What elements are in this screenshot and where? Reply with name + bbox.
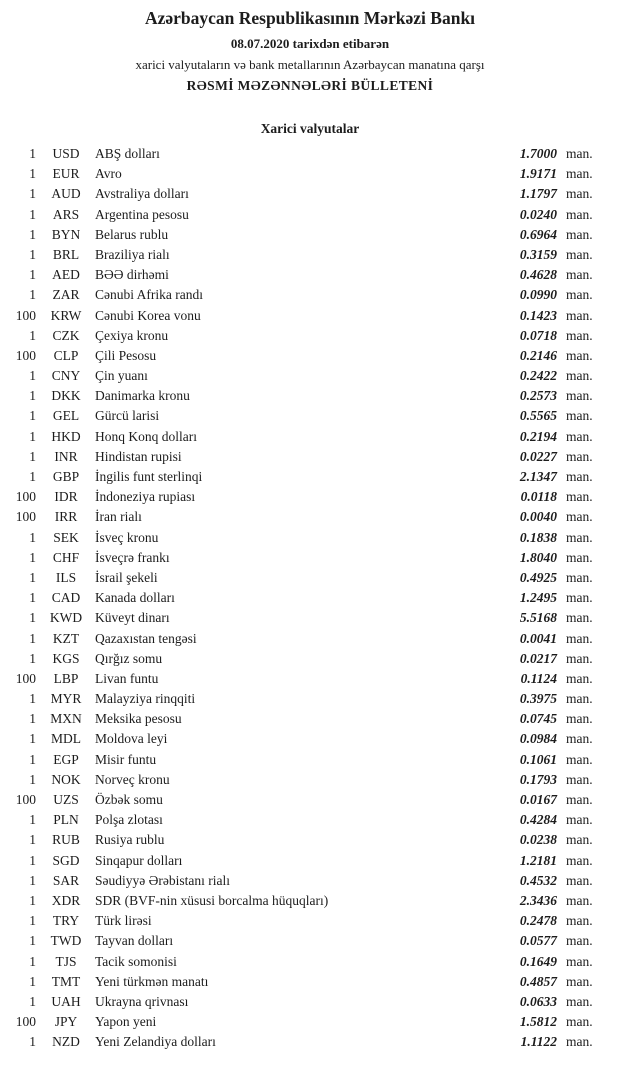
exchange-rate: 0.0217 (519, 650, 557, 666)
table-row (8, 368, 604, 388)
unit-label: man. (566, 691, 593, 707)
quantity: 1 (29, 287, 36, 303)
quantity: 1 (29, 892, 36, 908)
quantity: 100 (15, 670, 36, 686)
currency-name: Yeni türkmən manatı (95, 973, 209, 989)
table-row (8, 166, 604, 186)
quantity: 1 (29, 408, 36, 424)
currency-code: TWD (50, 933, 82, 949)
unit-label: man. (566, 448, 593, 464)
unit-label: man. (566, 751, 593, 767)
currency-name: Yapon yeni (95, 1014, 157, 1030)
unit-label: man. (566, 792, 593, 807)
table-row (8, 1034, 604, 1054)
currency-code: AUD (51, 186, 81, 202)
unit-label: man. (566, 206, 593, 222)
table-row (8, 994, 604, 1014)
unit-label: man. (566, 1034, 593, 1050)
currency-code: BYN (51, 226, 81, 242)
currency-code: CLP (53, 347, 79, 363)
exchange-rate: 0.2478 (519, 913, 557, 929)
currency-name: Sinqapur dolları (95, 852, 183, 868)
exchange-rate: 0.6964 (519, 226, 557, 242)
quantity: 1 (29, 246, 36, 262)
bulletin-title: RƏSMİ MƏZƏNNƏLƏRİ BÜLLETENİ (186, 78, 434, 93)
currency-code: EUR (52, 166, 80, 182)
currency-name: Honq Konq dolları (95, 428, 197, 444)
currency-name: Səudiyyə Ərəbistanı rialı (95, 872, 230, 888)
unit-label: man. (566, 630, 593, 646)
currency-code: MXN (50, 711, 82, 727)
currency-code: TRY (52, 913, 80, 929)
currency-name: İsrail şekeli (95, 569, 158, 585)
unit-label: man. (566, 892, 593, 908)
exchange-rate: 0.2194 (519, 428, 557, 444)
quantity: 1 (29, 751, 36, 767)
table-row (8, 772, 604, 792)
exchange-rate: 0.4925 (519, 569, 557, 585)
currency-code: BRL (52, 246, 80, 262)
currency-name: Çin yuanı (95, 368, 148, 384)
exchange-rate: 5.5168 (519, 610, 557, 626)
exchange-rate: 0.0745 (519, 711, 557, 727)
unit-label: man. (566, 186, 593, 202)
table-row (8, 752, 604, 772)
table-row (8, 429, 604, 449)
currency-code: SGD (52, 852, 80, 868)
quantity: 1 (29, 368, 36, 384)
exchange-rate: 0.0040 (519, 509, 557, 525)
currency-name: Tayvan dolları (95, 933, 174, 949)
currency-name: Danimarka kronu (95, 388, 190, 404)
currency-name: Özbək somu (95, 792, 163, 807)
exchange-rate: 0.0990 (519, 287, 557, 303)
table-row (8, 651, 604, 671)
unit-label: man. (566, 388, 593, 404)
table-row (8, 348, 604, 368)
currency-name: Argentina pesosu (95, 206, 189, 222)
table-row (8, 186, 604, 206)
exchange-rate: 0.5565 (519, 408, 557, 424)
quantity: 1 (29, 872, 36, 888)
quantity: 1 (29, 973, 36, 989)
currency-code: ILS (55, 569, 77, 585)
table-row (8, 853, 604, 873)
table-row (8, 469, 604, 489)
currency-name: Kanada dolları (95, 590, 175, 606)
currency-name: Rusiya rublu (95, 832, 165, 848)
table-row (8, 530, 604, 550)
quantity: 100 (15, 307, 36, 323)
exchange-rate: 0.1423 (519, 307, 557, 323)
currency-code: NOK (51, 771, 81, 787)
currency-code: DKK (51, 388, 81, 404)
table-row (8, 792, 604, 812)
table-row (8, 832, 604, 852)
unit-label: man. (566, 368, 593, 384)
table-row (8, 207, 604, 227)
currency-name: İran rialı (95, 509, 142, 525)
currency-code: AED (52, 267, 80, 283)
currency-code: HKD (51, 428, 81, 444)
exchange-rate: 0.4284 (519, 812, 557, 828)
quantity: 1 (29, 569, 36, 585)
exchange-rate: 0.2146 (519, 347, 557, 363)
currency-name: Qazaxıstan tengəsi (95, 630, 197, 646)
exchange-rate: 0.1838 (519, 529, 557, 545)
exchange-rate: 1.2495 (519, 590, 557, 606)
currency-name: Livan funtu (95, 670, 159, 686)
unit-label: man. (566, 287, 593, 303)
unit-label: man. (566, 1014, 593, 1030)
table-row (8, 449, 604, 469)
exchange-rate: 0.2422 (519, 368, 557, 384)
unit-label: man. (566, 146, 593, 161)
quantity: 1 (29, 812, 36, 828)
exchange-rate: 1.2181 (519, 852, 557, 868)
exchange-rate: 1.8040 (519, 549, 557, 565)
unit-label: man. (566, 327, 593, 343)
currency-code: KZT (52, 630, 80, 646)
table-row (8, 489, 604, 509)
exchange-rate: 0.0718 (519, 327, 557, 343)
unit-label: man. (566, 347, 593, 363)
quantity: 1 (29, 933, 36, 949)
unit-label: man. (566, 549, 593, 565)
unit-label: man. (566, 731, 593, 747)
table-row (8, 711, 604, 731)
exchange-rate: 0.0238 (519, 832, 557, 848)
unit-label: man. (566, 711, 593, 727)
unit-label: man. (566, 529, 593, 545)
quantity: 1 (29, 953, 36, 969)
unit-label: man. (566, 509, 593, 525)
quantity: 1 (29, 650, 36, 666)
quantity: 100 (15, 509, 36, 525)
currency-name: Polşa zlotası (95, 812, 163, 828)
unit-label: man. (566, 973, 593, 989)
quantity: 100 (15, 1014, 36, 1030)
table-row (8, 954, 604, 974)
quantity: 1 (29, 146, 36, 161)
unit-label: man. (566, 852, 593, 868)
quantity: 1 (29, 327, 36, 343)
exchange-rate: 0.3159 (519, 246, 557, 262)
exchange-rate: 0.1124 (520, 670, 557, 686)
currency-code: ARS (52, 206, 80, 222)
currency-code: EGP (53, 751, 79, 767)
unit-label: man. (566, 993, 593, 1009)
quantity: 100 (15, 489, 36, 505)
currency-name: Norveç kronu (95, 771, 170, 787)
section-title-foreign-currencies: Xarici valyutalar (260, 121, 360, 136)
currency-code: TJS (55, 953, 77, 969)
table-row (8, 146, 604, 166)
currency-code: KRW (50, 307, 82, 323)
unit-label: man. (566, 469, 593, 484)
currency-name: Avstraliya dolları (95, 186, 189, 202)
currency-name: Ukrayna qrivnası (95, 993, 189, 1009)
quantity: 1 (29, 448, 36, 464)
quantity: 1 (29, 267, 36, 283)
table-row (8, 328, 604, 348)
table-row (8, 570, 604, 590)
quantity: 1 (29, 852, 36, 868)
quantity: 1 (29, 388, 36, 404)
currency-code: GEL (52, 408, 80, 424)
currency-code: CHF (52, 549, 80, 565)
exchange-rate: 1.1122 (520, 1034, 557, 1050)
unit-label: man. (566, 812, 593, 828)
currency-name: Meksika pesosu (95, 711, 182, 727)
exchange-rate: 0.0118 (520, 489, 557, 505)
table-row (8, 227, 604, 247)
quantity: 1 (29, 206, 36, 222)
quantity: 1 (29, 529, 36, 545)
currency-code: MYR (50, 691, 82, 707)
exchange-rate: 0.4628 (519, 267, 557, 283)
table-row (8, 893, 604, 913)
currency-code: LBP (53, 670, 79, 686)
currency-name: Hindistan rupisi (95, 448, 182, 464)
currency-name: Çexiya kronu (95, 327, 169, 343)
unit-label: man. (566, 569, 593, 585)
quantity: 100 (15, 792, 36, 807)
quantity: 1 (29, 993, 36, 1009)
quantity: 1 (29, 711, 36, 727)
quantity: 1 (29, 630, 36, 646)
exchange-rate: 1.5812 (519, 1014, 557, 1030)
unit-label: man. (566, 933, 593, 949)
table-row (8, 388, 604, 408)
unit-label: man. (566, 307, 593, 323)
currency-code: CZK (52, 327, 80, 343)
table-row (8, 933, 604, 953)
table-row (8, 631, 604, 651)
quantity: 1 (29, 549, 36, 565)
currency-name: SDR (BVF-nin xüsusi borcalma hüquqları) (95, 892, 329, 908)
unit-label: man. (566, 650, 593, 666)
exchange-rate: 0.0041 (519, 630, 557, 646)
currency-name: Çili Pesosu (95, 347, 157, 363)
exchange-rate: 0.0167 (519, 792, 557, 807)
table-row (8, 873, 604, 893)
quantity: 1 (29, 428, 36, 444)
quantity: 1 (29, 913, 36, 929)
currency-code: INR (54, 448, 78, 464)
exchange-rate: 0.0240 (519, 206, 557, 222)
quantity: 1 (29, 186, 36, 202)
unit-label: man. (566, 771, 593, 787)
table-row (8, 974, 604, 994)
table-row (8, 509, 604, 529)
quantity: 1 (29, 1034, 36, 1050)
currency-code: IRR (54, 509, 78, 525)
exchange-rate: 0.4532 (519, 872, 557, 888)
exchange-rate: 0.2573 (519, 388, 557, 404)
quantity: 100 (15, 347, 36, 363)
currency-code: GBP (52, 469, 80, 484)
currency-code: CAD (51, 590, 81, 606)
quantity: 1 (29, 226, 36, 242)
exchange-rate: 0.3975 (519, 691, 557, 707)
bulletin-subtitle: xarici valyutaların və bank metallarının Azərbaycan manatına qarşı (135, 57, 485, 72)
currency-code: ZAR (52, 287, 80, 303)
unit-label: man. (566, 953, 593, 969)
unit-label: man. (566, 267, 593, 283)
currency-name: Gürcü larisi (95, 408, 160, 424)
table-row (8, 671, 604, 691)
currency-name: Braziliya rialı (95, 246, 170, 262)
currency-name: Cənubi Korea vonu (95, 307, 201, 323)
unit-label: man. (566, 670, 593, 686)
quantity: 1 (29, 731, 36, 747)
unit-label: man. (566, 590, 593, 606)
unit-label: man. (566, 832, 593, 848)
unit-label: man. (566, 872, 593, 888)
table-row (8, 267, 604, 287)
currency-name: Misir funtu (95, 751, 157, 767)
currency-name: Türk lirəsi (95, 913, 152, 929)
currency-code: KGS (52, 650, 80, 666)
currency-code: RUB (52, 832, 80, 848)
currency-code: SAR (52, 872, 80, 888)
exchange-rate: 0.0577 (519, 933, 557, 949)
currency-name: ABŞ dolları (95, 146, 160, 161)
currency-code: KWD (49, 610, 83, 626)
currency-name: Moldova leyi (95, 731, 168, 747)
unit-label: man. (566, 166, 593, 182)
bank-title: Azərbaycan Respublikasının Mərkəzi Bankı (144, 8, 476, 28)
table-row (8, 691, 604, 711)
document-header (0, 0, 620, 94)
table-row (8, 247, 604, 267)
quantity: 1 (29, 691, 36, 707)
table-row (8, 610, 604, 630)
currency-name: Küveyt dinarı (95, 610, 170, 626)
quantity: 1 (29, 771, 36, 787)
currency-code: CNY (51, 368, 81, 384)
unit-label: man. (566, 226, 593, 242)
unit-label: man. (566, 246, 593, 262)
exchange-rate: 1.9171 (519, 166, 557, 182)
currency-code: XDR (51, 892, 81, 908)
table-row (8, 1014, 604, 1034)
currency-code: NZD (52, 1034, 80, 1050)
unit-label: man. (566, 428, 593, 444)
currency-code: MDL (51, 731, 81, 747)
currency-name: Belarus rublu (95, 226, 169, 242)
currency-name: İsveçrə frankı (95, 549, 170, 565)
table-row (8, 308, 604, 328)
currency-name: Cənubi Afrika randı (95, 287, 203, 303)
currency-name: İsveç kronu (95, 529, 159, 545)
exchange-rate: 1.7000 (519, 146, 557, 161)
exchange-rate: 0.4857 (519, 973, 557, 989)
table-row (8, 590, 604, 610)
table-row (8, 913, 604, 933)
currency-name: İndoneziya rupiası (95, 489, 196, 505)
currency-code: PLN (53, 812, 79, 828)
unit-label: man. (566, 408, 593, 424)
currency-name: Yeni Zelandiya dolları (95, 1034, 216, 1050)
quantity: 1 (29, 832, 36, 848)
quantity: 1 (29, 610, 36, 626)
exchange-rate: 0.0227 (519, 448, 557, 464)
table-row (8, 731, 604, 751)
currency-code: JPY (54, 1014, 78, 1030)
effective-date-line: 08.07.2020 tarixdən etibarən (230, 36, 390, 51)
currency-code: IDR (54, 489, 78, 505)
currency-name: Malayziya rinqqiti (95, 691, 196, 707)
exchange-rate: 2.3436 (519, 892, 557, 908)
currency-code: UAH (51, 993, 81, 1009)
quantity: 1 (29, 166, 36, 182)
currency-name: BƏƏ dirhəmi (95, 267, 169, 283)
exchange-rate: 1.1797 (519, 186, 557, 202)
currency-name: Qırğız somu (95, 650, 163, 666)
exchange-rate: 0.1649 (519, 953, 557, 969)
exchange-rate: 0.1061 (519, 751, 557, 767)
currency-code: TMT (51, 973, 81, 989)
quantity: 1 (29, 469, 36, 484)
table-row (8, 287, 604, 307)
currency-code: USD (52, 146, 80, 161)
currency-code: UZS (53, 792, 79, 807)
unit-label: man. (566, 610, 593, 626)
currency-name: İngilis funt sterlinqi (95, 469, 203, 484)
exchange-rate: 0.0633 (519, 993, 557, 1009)
unit-label: man. (566, 489, 593, 505)
unit-label: man. (566, 913, 593, 929)
exchange-rate: 2.1347 (519, 469, 557, 484)
currency-code: SEK (53, 529, 79, 545)
table-row (8, 408, 604, 428)
exchange-rate: 0.0984 (519, 731, 557, 747)
table-row (8, 812, 604, 832)
quantity: 1 (29, 590, 36, 606)
rates-table (0, 144, 620, 1054)
table-row (8, 550, 604, 570)
exchange-rate: 0.1793 (519, 771, 557, 787)
currency-name: Avro (95, 166, 122, 182)
currency-name: Tacik somonisi (95, 953, 177, 969)
